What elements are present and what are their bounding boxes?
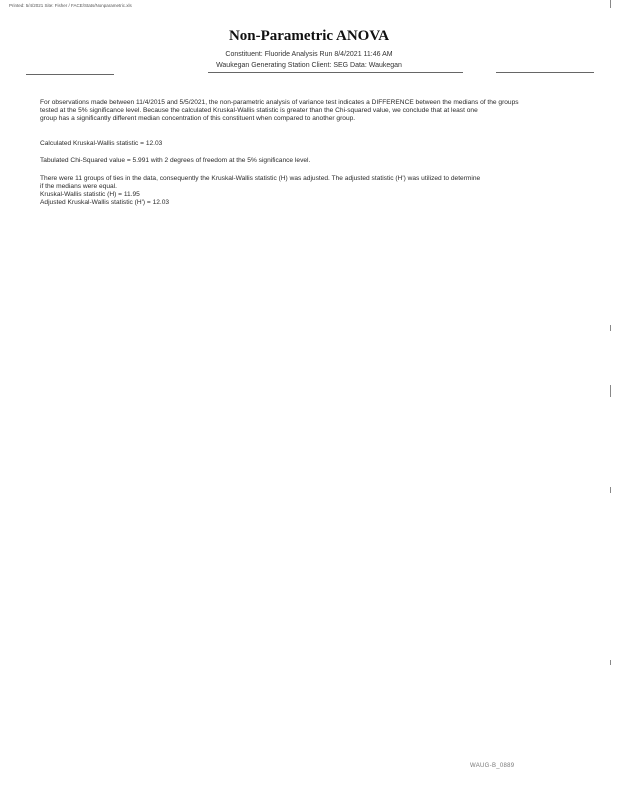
divider-left	[26, 74, 114, 75]
conclusion-paragraph	[40, 99, 570, 123]
print-header-path: Printed: 5/4/2021 Site: Fisher / FACE/Stats/Nonparametric.xls	[9, 3, 132, 8]
page-title: Non-Parametric ANOVA	[228, 28, 390, 44]
tabulated-chi-squared: Tabulated Chi-Squared value = 5.991 with 2 degrees of freedom at the 5% significance level.	[40, 157, 311, 164]
ties-adjustment-paragraph	[40, 175, 570, 207]
bates-number: WAUG-B_0889	[470, 763, 515, 769]
calculated-statistic: Calculated Kruskal-Wallis statistic = 12.03	[40, 140, 163, 147]
edge-tick-mark	[610, 487, 611, 493]
edge-tick-mark	[610, 385, 611, 397]
edge-tick-mark	[610, 660, 611, 665]
conclusion-line: For observations made between 11/4/2015 and 5/5/2021, the non-parametric analysis of variance test indicates a DIFFERENCE between the medians of the groups	[40, 99, 519, 106]
analysis-meta-line-2: Waukegan Generating Station Client: SEG Data: Waukegan	[216, 62, 402, 69]
adjusted-kruskal-wallis-statistic: Adjusted Kruskal-Wallis statistic (H') = 12.03	[40, 199, 170, 206]
conclusion-line: group has a significantly different median concentration of this constituent when compared to another group.	[40, 115, 356, 122]
edge-tick-mark	[610, 325, 611, 331]
divider-center	[208, 72, 463, 73]
conclusion-line: tested at the 5% significance level. Because the calculated Kruskal-Wallis statistic is greater than the Chi-squared value, we conclude that at least one	[40, 107, 478, 114]
divider-right	[496, 72, 594, 73]
ties-line: if the medians were equal.	[40, 183, 117, 190]
edge-tick-mark	[610, 0, 611, 8]
ties-line: There were 11 groups of ties in the data, consequently the Kruskal-Wallis statistic (H) was adjusted. The adjusted statistic (H') was utilized to determine	[40, 175, 481, 182]
kruskal-wallis-statistic: Kruskal-Wallis statistic (H) = 11.95	[40, 191, 140, 198]
analysis-meta-line-1: Constituent: Fluoride Analysis Run 8/4/2021 11:46 AM	[225, 51, 393, 58]
